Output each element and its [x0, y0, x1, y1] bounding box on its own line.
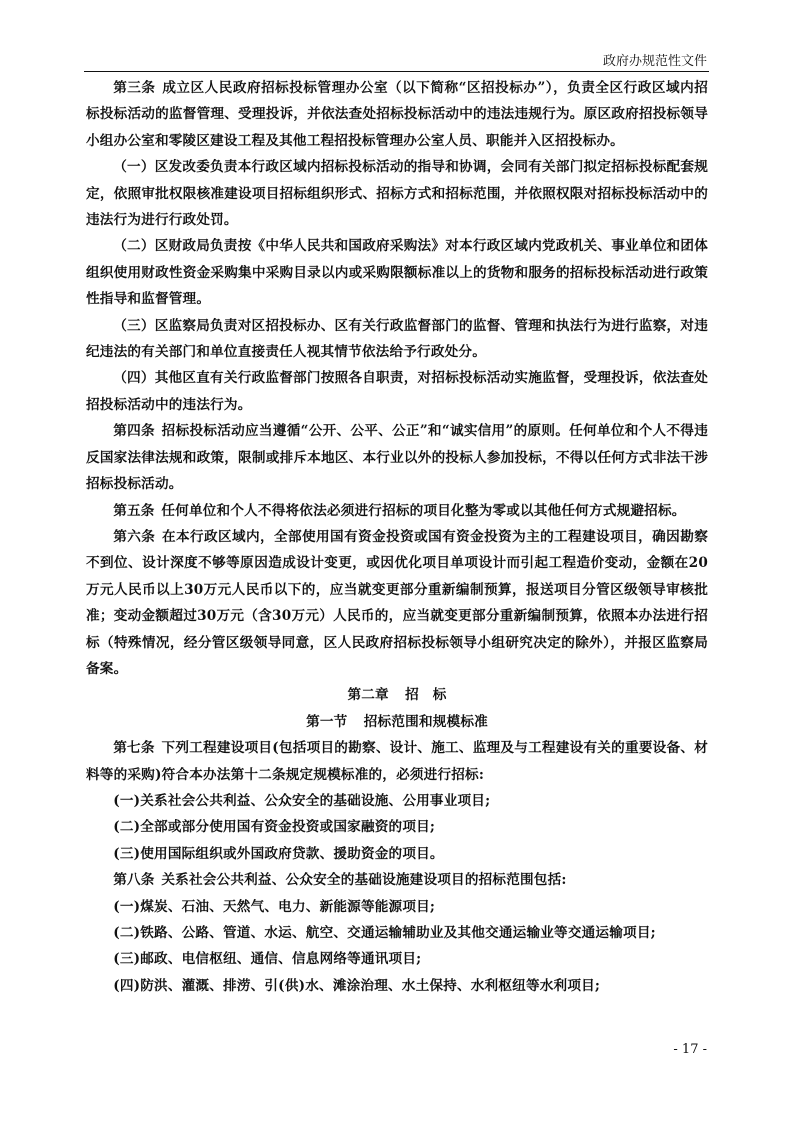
article-6: [86, 524, 708, 682]
article-8: [86, 867, 708, 893]
article-7-item-3: (三)使用国际组织或外国政府贷款、援助资金的项目。: [113, 845, 444, 862]
article-text: 任何单位和个人不得将依法必须进行招标的项目化整为零或以其他任何方式规避招标。: [161, 502, 686, 519]
chapter-title: 招 标: [405, 687, 447, 704]
article-3-item-3: （三）区监察局负责对区招投标办、区有关行政监督部门的监督、管理和执法行为进行监察，对违纪违法的有关部门和单位直接责任人视其情节依法给予行政处分。: [86, 317, 708, 361]
article-5: [86, 498, 708, 524]
article-label: 第七条: [113, 740, 155, 757]
article-label: 第八条: [113, 872, 155, 889]
article-3-item-4: （四）其他区直有关行政监督部门按照各自职责，对招标投标活动实施监督，受理投诉，依法查处招投标活动中的违法行为。: [86, 370, 708, 413]
document-body: [86, 75, 708, 999]
article-3: [86, 75, 708, 154]
article-text: 招标投标活动应当遵循“公开、公平、公正”和“诚实信用”的原则。任何单位和个人不得违反国家法律法规和政策，限制或排斥本地区、本行业以外的投标人参加投标，不得以任何方式非法干涉招标投标活动。: [86, 423, 708, 493]
article-text: 下列工程建设项目(包括项目的勘察、设计、施工、监理及与工程建设有关的重要设备、材料等的采购)符合本办法第十二条规定规模标准的，必须进行招标:: [86, 740, 708, 783]
article-text: 关系社会公共利益、公众安全的基础设施建设项目的招标范围包括:: [161, 872, 567, 889]
header-divider: [84, 71, 709, 72]
article-7-item-2: (二)全部或部分使用国有资金投资或国家融资的项目;: [113, 819, 436, 836]
article-text: 在本行政区域内，全部使用国有资金投资或国有资金投资为主的工程建设项目，确因勘察不到位、设计深度不够等原因造成设计变更，或因优化项目单项设计而引起工程造价变动，金额在20万元人民币以上30万元人民币以下的，应当就变更部分重新编制预算，报送项目分管区级领导审核批准；变动金额超过30万元（含30万元）人民币的，应当就变更部分重新编制预算，依照本办法进行招标（特殊情况，经分管区级领导同意，区人民政府招标投标领导小组研究决定的除外），并报区监察局备案。: [86, 528, 708, 677]
article-8-item-4: (四)防洪、灌溉、排涝、引(供)水、滩涂治理、水土保持、水利枢纽等水利项目;: [113, 977, 601, 994]
document-header-title: 政府办规范性文件: [602, 54, 707, 69]
section-title: 招标范围和规模标准: [363, 713, 488, 730]
section-number: 第一节: [306, 713, 348, 730]
article-text: 成立区人民政府招标投标管理办公室（以下简称“区招投标办”），负责全区行政区域内招标投标活动的监督管理、受理投诉，并依法查处招标投标活动中的违法违规行为。原区政府招投标领导小组办公室和零陵区建设工程及其他工程招投标管理办公室人员、职能并入区招投标办。: [86, 80, 708, 149]
article-label: 第四条: [113, 423, 155, 440]
article-7-item-1: (一)关系社会公共利益、公众安全的基础设施、公用事业项目;: [113, 792, 491, 809]
article-label: 第六条: [113, 528, 156, 545]
article-4: [86, 418, 708, 497]
article-3-item-2: （二）区财政局负责按《中华人民共和国政府采购法》对本行政区域内党政机关、事业单位和团体组织使用财政性资金采购集中采购目录以内或采购限额标准以上的货物和服务的招标投标活动进行政策性指导和监督管理。: [86, 238, 708, 308]
page-number: - 17 -: [673, 1042, 707, 1057]
article-8-item-2: (二)铁路、公路、管道、水运、航空、交通运输辅助业及其他交通运输业等交通运输项目;: [113, 925, 656, 941]
article-7: [86, 735, 708, 788]
chapter-heading: [86, 682, 708, 708]
section-heading: [86, 709, 708, 735]
chapter-number: 第二章: [347, 687, 389, 704]
article-8-item-1: (一)煤炭、石油、天然气、电力、新能源等能源项目;: [113, 898, 436, 915]
article-label: 第五条: [113, 502, 155, 519]
article-label: 第三条: [113, 80, 156, 96]
article-8-item-3: (三)邮政、电信枢纽、通信、信息网络等通讯项目;: [113, 951, 422, 968]
article-3-item-1: （一）区发改委负责本行政区域内招标投标活动的指导和协调，会同有关部门拟定招标投标配套规定，依照审批权限核准建设项目招标组织形式、招标方式和招标范围，并依照权限对招标投标活动中的违法行为进行行政处罚。: [86, 159, 708, 229]
